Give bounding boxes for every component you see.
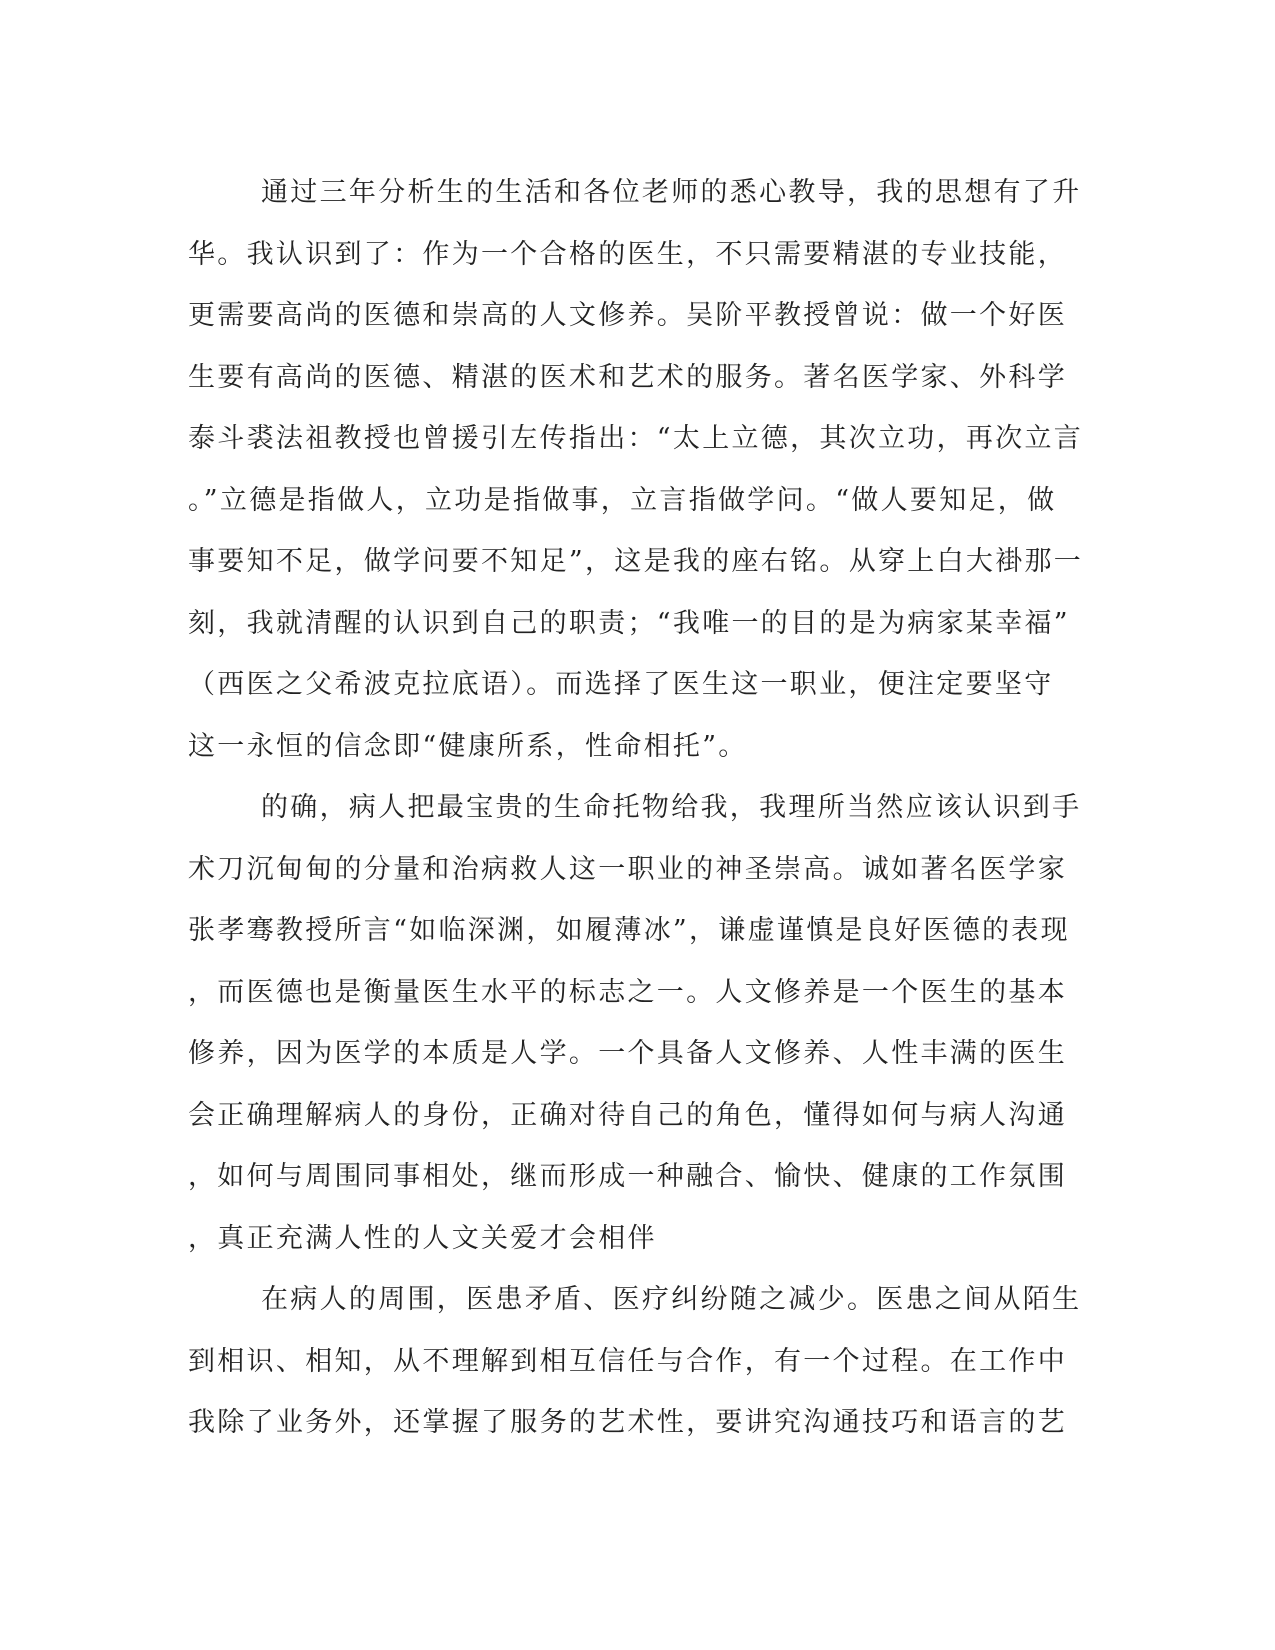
text-line: ，而医德也是衡量医生水平的标志之一。人文修养是一个医生的基本 <box>188 976 1067 1008</box>
text-line: 到相识、相知，从不理解到相互信任与合作，有一个过程。在工作中 <box>188 1345 1067 1377</box>
text-line: 的确，病人把最宝贵的生命托物给我，我理所当然应该认识到手 <box>261 792 1082 823</box>
text-line: ，真正充满人性的人文关爱才会相伴 <box>188 1222 657 1254</box>
text-line: 泰斗裘法祖教授也曾援引左传指出：“太上立德，其次立功，再次立言 <box>188 423 1084 454</box>
text-line: 事要知不足，做学问要不知足”，这是我的座右铭。从穿上白大褂那一 <box>188 546 1084 577</box>
text-line: 修养，因为医学的本质是人学。一个具备人文修养、人性丰满的医生 <box>188 1038 1067 1069</box>
text-line: 生要有高尚的医德、精湛的医术和艺术的服务。著名医学家、外科学 <box>188 361 1067 393</box>
text-line: 我除了业务外，还掌握了服务的艺术性，要讲究沟通技巧和语言的艺 <box>188 1407 1067 1438</box>
text-line: 华。我认识到了：作为一个合格的医生，不只需要精湛的专业技能， <box>188 238 1067 270</box>
text-line: （西医之父希波克拉底语）。而选择了医生这一职业，便注定要坚守 <box>188 669 1054 700</box>
text-line: 。”立德是指做人，立功是指做事，立言指做学问。“做人要知足，做 <box>188 484 1057 516</box>
body-text <box>188 162 1084 1454</box>
text-line: 术刀沉甸甸的分量和治病救人这一职业的神圣崇高。诚如著名医学家 <box>188 853 1067 885</box>
text-line: 在病人的周围，医患矛盾、医疗纠纷随之减少。医患之间从陌生 <box>261 1284 1082 1315</box>
text-line: ，如何与周围同事相处，继而形成一种融合、愉快、健康的工作氛围 <box>188 1161 1067 1192</box>
text-line: 刻，我就清醒的认识到自己的职责；“我唯一的目的是为病家某幸福” <box>188 607 1070 639</box>
paragraph <box>188 777 1082 1269</box>
text-line: 张孝骞教授所言“如临深渊，如履薄冰”，谦虚谨慎是良好医德的表现 <box>188 915 1070 946</box>
text-line: 这一永恒的信念即“健康所系，性命相托”。 <box>188 730 748 762</box>
text-line: 会正确理解病人的身份，正确对待自己的角色，懂得如何与病人沟通 <box>188 1099 1067 1131</box>
text-line: 通过三年分析生的生活和各位老师的悉心教导，我的思想有了升 <box>261 177 1082 208</box>
text-line: 更需要高尚的医德和崇高的人文修养。吴阶平教授曾说：做一个好医 <box>188 300 1067 331</box>
paragraph <box>188 162 1084 777</box>
paragraph <box>188 1269 1082 1454</box>
